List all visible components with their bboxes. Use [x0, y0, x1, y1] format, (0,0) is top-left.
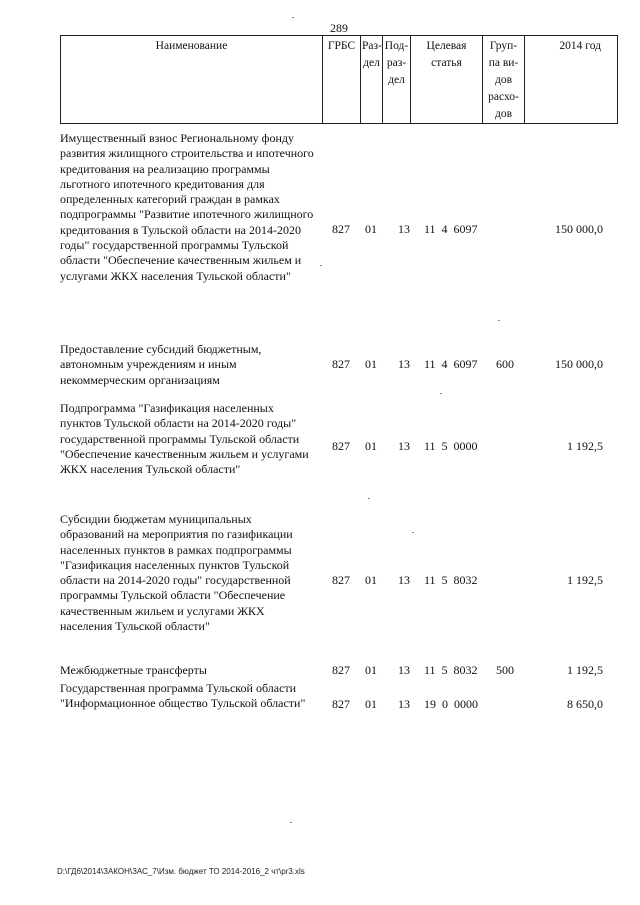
header-grbs-label: ГРБС — [327, 40, 356, 52]
row-grbs: 827 — [332, 663, 350, 677]
header-podrazdel-label: Под- раз- дел — [384, 40, 409, 86]
header-gruppa — [483, 36, 525, 124]
row-grbs: 827 — [332, 697, 350, 711]
row-tselevaya: 11 4 6097 — [424, 357, 478, 371]
row-podrazdel: 13 — [398, 697, 410, 711]
header-tselevaya — [411, 36, 483, 124]
row-razdel: 01 — [365, 697, 377, 711]
row-name: Субсидии бюджетам муниципальных образований на мероприятия по газификации населенных пунктов в рамках подпрограммы "Газификация населенных пунктов Тульской области на 2014-2020 годы" государственной программы Тульской области "Обеспечение качественным жильем и услугами ЖКХ населения Тульской области" — [60, 512, 293, 634]
row-podrazdel: 13 — [398, 357, 410, 371]
row-amount: 1 192,5 — [567, 439, 603, 453]
row-gruppa: 600 — [496, 357, 514, 371]
row-amount: 150 000,0 — [555, 222, 603, 236]
row-podrazdel: 13 — [398, 222, 410, 236]
row-name: Предоставление субсидий бюджетным, автономным учреждениям и иным некоммерческим организациям — [60, 342, 262, 387]
row-amount: 8 650,0 — [567, 697, 603, 711]
row-razdel: 01 — [365, 663, 377, 677]
header-year — [525, 36, 618, 124]
row-name: Подпрограмма "Газификация населенных пунктов Тульской области на 2014-2020 годы" государственной программы Тульской области "Обеспечение качественным жильем и услугами ЖКХ населения Тульской области" — [60, 401, 309, 477]
row-tselevaya: 11 4 6097 — [424, 222, 478, 236]
header-name-label: Наименование — [155, 40, 228, 52]
row-podrazdel: 13 — [398, 439, 410, 453]
scan-speck — [290, 822, 292, 823]
row-razdel: 01 — [365, 357, 377, 371]
scan-speck — [412, 532, 414, 533]
header-gruppa-label: Груп- па ви- дов расхо- дов — [488, 40, 519, 120]
scan-speck — [440, 393, 442, 394]
row-name: Государственная программа Тульской области "Информационное общество Тульской области" — [60, 681, 306, 711]
page-number: 289 — [330, 21, 348, 35]
row-grbs: 827 — [332, 357, 350, 371]
header-year-label: 2014 год — [559, 40, 601, 52]
scan-speck — [292, 17, 294, 18]
header-name — [61, 36, 323, 124]
table-header — [60, 35, 618, 124]
row-gruppa: 500 — [496, 663, 514, 677]
header-podrazdel — [383, 36, 411, 124]
row-name: Имущественный взнос Региональному фонду развития жилищного строительства и ипотечного кредитования на реализацию программы льготного ипотечного кредитования для определенных категорий граждан в рамках подпрограммы "Развитие ипотечного жилищного кредитования в Тульской области на 2014-2020 годы" государственной программы Тульской области "Обеспечение качественным жильем и услугами ЖКХ населения Тульской области" — [60, 131, 314, 283]
row-amount: 1 192,5 — [567, 573, 603, 587]
row-tselevaya: 11 5 8032 — [424, 663, 478, 677]
scan-speck — [368, 498, 370, 499]
row-tselevaya: 11 5 0000 — [424, 439, 478, 453]
row-tselevaya: 11 5 8032 — [424, 573, 478, 587]
row-grbs: 827 — [332, 573, 350, 587]
row-podrazdel: 13 — [398, 573, 410, 587]
header-razdel — [361, 36, 383, 124]
row-tselevaya: 19 0 0000 — [424, 697, 478, 711]
row-podrazdel: 13 — [398, 663, 410, 677]
row-razdel: 01 — [365, 222, 377, 236]
header-razdel-label: Раз- дел — [362, 40, 382, 69]
row-amount: 150 000,0 — [555, 357, 603, 371]
row-grbs: 827 — [332, 222, 350, 236]
row-name: Межбюджетные трансферты — [60, 663, 207, 677]
footer-file-path: D:\ГД6\2014\ЗАКОН\ЗАС_7\Изм. бюджет ТО 2014-2016_2 чт\pr3.xls — [57, 867, 305, 876]
header-grbs — [323, 36, 361, 124]
row-grbs: 827 — [332, 439, 350, 453]
row-razdel: 01 — [365, 439, 377, 453]
scan-speck — [320, 265, 322, 266]
row-amount: 1 192,5 — [567, 663, 603, 677]
header-tselevaya-label: Целевая статья — [426, 40, 467, 69]
scan-speck — [498, 320, 500, 321]
row-razdel: 01 — [365, 573, 377, 587]
